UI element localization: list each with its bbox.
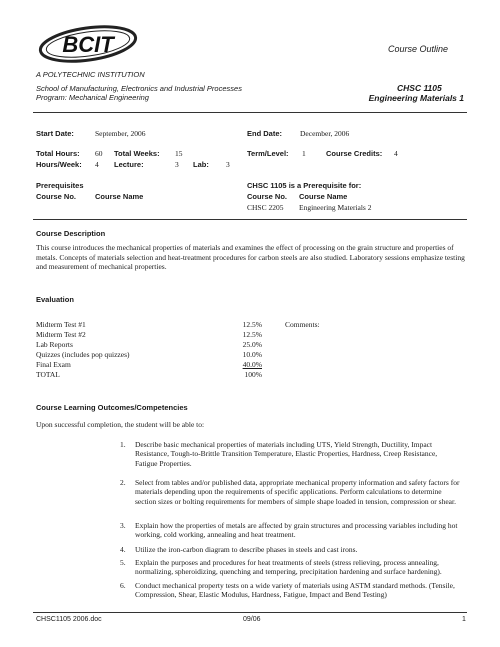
- outcome-text: Explain the purposes and procedures for heat treatments of steels (stress relieving, process annealing, normalizing, spheroidizing, quenching and tempering, precipitation hardening and surface hardening).: [135, 558, 442, 577]
- hours-week-value: 4: [95, 160, 99, 169]
- course-title: Engineering Materials 1: [368, 93, 464, 103]
- eval-item: Midterm Test #1: [36, 320, 86, 329]
- eval-pct: 12.5%: [242, 330, 262, 339]
- prereq-col-name: Course Name: [95, 192, 144, 201]
- eval-total-pct: 100%: [244, 370, 262, 379]
- eval-pct: 10.0%: [242, 350, 262, 359]
- lecture-label: Lecture:: [114, 160, 144, 169]
- for-course-no: CHSC 2205: [247, 203, 284, 212]
- logo-text: BCIT: [62, 32, 114, 57]
- lab-value: 3: [226, 160, 230, 169]
- eval-item: Midterm Test #2: [36, 330, 86, 339]
- start-date-value: September, 2006: [95, 129, 146, 138]
- for-course-name: Engineering Materials 2: [299, 203, 372, 212]
- outcome-text: Conduct mechanical property tests on a wide variety of materials using ASTM standard methods. (Tensile, Compression, Shear, Elastic Modulus, Hardness, Fatigue, Impact and Bend Testing): [135, 581, 455, 600]
- eval-pct: 25.0%: [242, 340, 262, 349]
- total-weeks-value: 15: [175, 149, 183, 158]
- school-name: School of Manufacturing, Electronics and Industrial Processes: [36, 84, 242, 93]
- course-code: CHSC 1105: [397, 83, 442, 93]
- for-col-name: Course Name: [299, 192, 348, 201]
- credits-value: 4: [394, 149, 398, 158]
- end-date-label: End Date:: [247, 129, 283, 138]
- footer-divider: [33, 612, 467, 613]
- outcome-number: 2.: [120, 478, 126, 487]
- footer-file: CHSC1105 2006.doc: [36, 616, 102, 623]
- comments-label: Comments:: [285, 320, 320, 329]
- bcit-logo: [36, 24, 140, 64]
- eval-pct: 40.0%: [242, 360, 262, 369]
- outcome-number: 1.: [120, 440, 126, 449]
- hours-week-label: Hours/Week:: [36, 160, 82, 169]
- outcome-text: Select from tables and/or published data, appropriate mechanical property information and safety factors for materials depending upon the requirements of specific applications. Perform calculations to determine section sizes or bolting requirements for members of simple shape loaded in tension, compression or shear.: [135, 478, 460, 506]
- eval-pct: 12.5%: [242, 320, 262, 329]
- outcome-number: 5.: [120, 558, 126, 567]
- total-hours-value: 60: [95, 149, 103, 158]
- total-hours-label: Total Hours:: [36, 149, 80, 158]
- prereq-col-no: Course No.: [36, 192, 77, 201]
- outcomes-heading: Course Learning Outcomes/Competencies: [36, 403, 188, 412]
- evaluation-heading: Evaluation: [36, 295, 74, 304]
- program-name: Program: Mechanical Engineering: [36, 93, 149, 102]
- term-value: 1: [302, 149, 306, 158]
- for-col-no: Course No.: [247, 192, 288, 201]
- start-date-label: Start Date:: [36, 129, 74, 138]
- is-prereq-heading: CHSC 1105 is a Prerequisite for:: [247, 181, 362, 190]
- divider: [33, 112, 467, 113]
- divider: [33, 219, 467, 220]
- description-heading: Course Description: [36, 229, 106, 238]
- lab-label: Lab:: [193, 160, 209, 169]
- lecture-value: 3: [175, 160, 179, 169]
- end-date-value: December, 2006: [300, 129, 350, 138]
- eval-item: Final Exam: [36, 360, 71, 369]
- eval-total-label: TOTAL: [36, 370, 60, 379]
- doc-type: Course Outline: [388, 44, 449, 54]
- total-weeks-label: Total Weeks:: [114, 149, 160, 158]
- description-text: This course introduces the mechanical properties of materials and examines the effect of processing on the grain structure and properties of metals. Concepts of materials selection and heat-treatment procedures for carbon steels are also studied. Laboratory sessions emphasize testing and measurement of mechanical properties.: [36, 243, 465, 272]
- outcome-text: Utilize the iron-carbon diagram to describe phases in steels and cast irons.: [135, 545, 358, 554]
- prereq-heading: Prerequisites: [36, 181, 84, 190]
- footer-page: 1: [462, 616, 466, 623]
- footer-date: 09/06: [243, 616, 261, 623]
- outcomes-intro: Upon successful completion, the student will be able to:: [36, 420, 205, 429]
- outcome-number: 3.: [120, 521, 126, 530]
- outcome-number: 6.: [120, 581, 126, 590]
- outcome-text: Describe basic mechanical properties of materials including UTS, Yield Strength, Ductility, Impact Resistance, Tough-to-Brittle Transition Temperature, Elastic Properties, Hardness, Creep Resistance, Fatigue Properties.: [135, 440, 438, 468]
- term-label: Term/Level:: [247, 149, 289, 158]
- institution-tagline: A POLYTECHNIC INSTITUTION: [36, 70, 145, 79]
- eval-item: Lab Reports: [36, 340, 73, 349]
- outcome-text: Explain how the properties of metals are affected by grain structures and processing variables including hot working, cold working, annealing and heat treatment.: [135, 521, 458, 540]
- eval-item: Quizzes (includes pop quizzes): [36, 350, 130, 359]
- credits-label: Course Credits:: [326, 149, 383, 158]
- outcome-number: 4.: [120, 545, 126, 554]
